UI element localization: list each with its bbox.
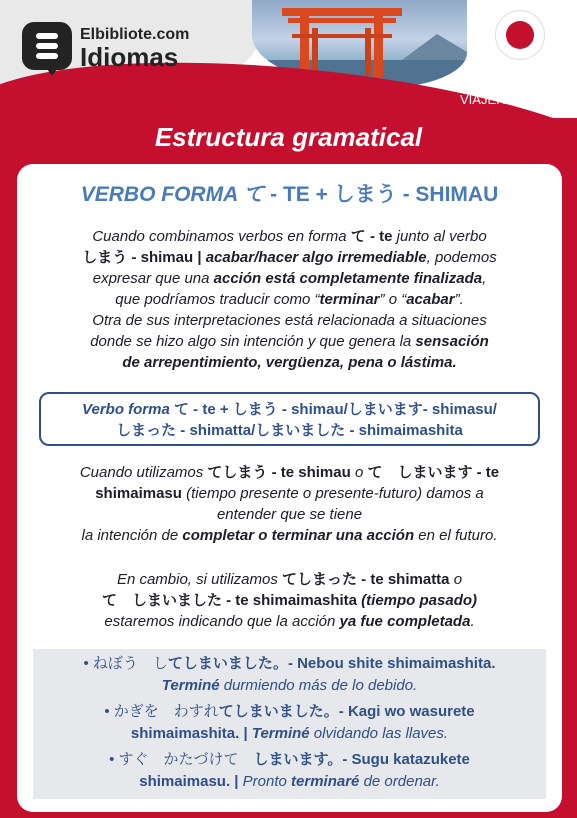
heading-part-b: - TE + しまう - SHIMAU — [264, 183, 499, 206]
japan-flag-icon — [495, 10, 545, 60]
page-title: Estructura gramatical — [154, 122, 423, 152]
conjugation-box — [39, 392, 540, 446]
grammar-heading — [17, 178, 562, 208]
list-item: • ねぼう してしまいました。- Nebou shite shimaimashita. Terminé durmiendo más de lo debido. — [83, 655, 496, 694]
box-label: Verbo forma — [82, 401, 170, 418]
tag-level: VIAJEROS — [460, 92, 525, 107]
box-line2: しまった - shimatta/しまいました - shimaimashita — [116, 422, 463, 439]
list-item: • すぐ かたづけて しまいます。- Sugu katazukete shimaimasu. | Pronto terminaré de ordenar. — [109, 751, 470, 790]
past-paragraph: En cambio, si utilizamos てしまった - te shimatta o て しまいました - te shimaimashita (tiempo pasado) estaremos indicando que la acción ya fue completada. — [101, 571, 478, 630]
header — [0, 0, 577, 118]
content-card — [17, 164, 562, 812]
present-paragraph: Cuando utilizamos てしまう - te shimau o て しまいます - te shimaimasu (tiempo presente o presente-futuro) damos a entender que se tiene la intención de completar o terminar una acción en el futuro. — [79, 464, 500, 544]
list-item: • かぎを わすれてしまいました。- Kagi wo wasurete shimaimashita. | Terminé olvidando las llaves. — [104, 703, 475, 742]
brand-name: Idiomas — [80, 42, 179, 72]
heading-part-a: VERBO FORMA て — [80, 183, 265, 206]
box-line1: て - te + しまう - shimau/しまいます- shimasu/ — [169, 401, 497, 418]
intro-paragraph: Cuando combinamos verbos en forma て - te junto al verbo しまう - shimau | acabar/hacer algo irremediable, podemos expresar que una acción está completamente finalizada, que podríamos traducir como “terminar” o “acabar”. Otra de sus interpretaciones está relacionada a situaciones donde se hizo algo sin intención y que genera la sensación de arrepentimiento, vergüenza, pena o lástima. — [82, 228, 497, 371]
logo-tail — [42, 62, 62, 76]
brand-site: Elbibliote.com — [80, 26, 190, 43]
examples-panel — [33, 649, 546, 799]
course-tag — [460, 74, 524, 108]
tag-language: JAPONÉS — [461, 75, 523, 90]
